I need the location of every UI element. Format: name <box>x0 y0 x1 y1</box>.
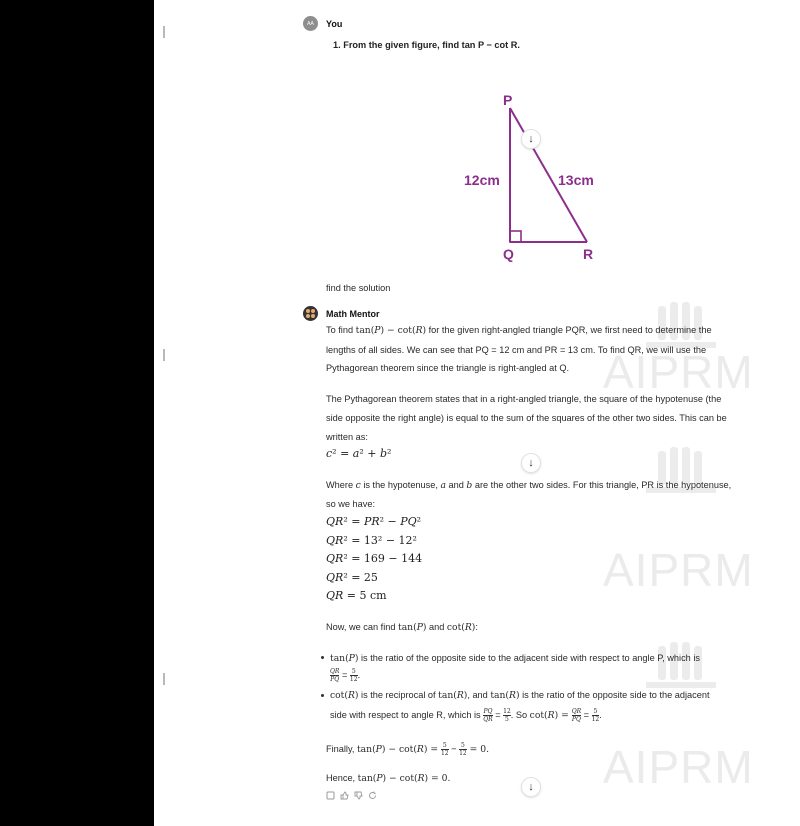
scroll-marker <box>163 673 165 685</box>
answer-line: Finally, tan(P) − cot(R) = $\frac{5}{12}$ − $\frac{5}{12}$ = 0. <box>326 742 490 757</box>
answer-line: Pythagorean theorem since the triangle is right-angled at Q. <box>326 363 570 373</box>
answer-line: The Pythagorean theorem states that in a right-angled triangle, the square of the hypotenuse (the <box>326 394 722 404</box>
equation: QR² = 25 <box>326 571 378 584</box>
left-sidebar <box>0 0 154 826</box>
answer-line: side with respect to angle R, which is $\frac{PQ}{QR}$ = $\frac{12}{5}$ . So cot(R) = $\frac{QR}{PQ}$ = $\frac{5}{12}$ . <box>330 708 602 723</box>
user-name: You <box>326 19 343 29</box>
vertex-label-p: P <box>503 92 513 108</box>
regenerate-icon[interactable] <box>368 791 377 800</box>
assistant-name: Math Mentor <box>326 309 380 319</box>
equation: QR² = 13² − 12² <box>326 534 417 547</box>
triangle-figure <box>450 88 620 266</box>
bullet <box>321 694 324 697</box>
scroll-marker <box>163 349 165 361</box>
side-label-pr: 13cm <box>558 172 594 188</box>
scroll-down-button[interactable]: ↓ <box>521 453 541 473</box>
equation: c² = a² + b² <box>326 447 392 460</box>
scroll-marker <box>163 26 165 38</box>
copy-icon[interactable] <box>326 791 335 800</box>
answer-line: written as: <box>326 432 368 442</box>
answer-line: Now, we can find tan(P) and cot(R): <box>326 622 478 633</box>
watermark: AIPRM <box>603 741 754 793</box>
answer-line: To find tan(P) − cot(R) for the given right-angled triangle PQR, we first need to determine the <box>326 325 712 336</box>
answer-line: Hence, tan(P) − cot(R) = 0. <box>326 773 451 784</box>
scroll-down-button[interactable]: ↓ <box>521 129 541 149</box>
watermark: AIPRM <box>603 544 754 596</box>
thumbs-up-icon[interactable] <box>340 791 349 800</box>
user-note: find the solution <box>326 283 391 293</box>
answer-line: so we have: <box>326 499 376 509</box>
assistant-avatar <box>303 306 318 321</box>
answer-line: $\frac{QR}{PQ}$ = $\frac{5}{12}$ . <box>330 668 361 683</box>
answer-line: side opposite the right angle) is equal to the sum of the squares of the other two sides. This can be <box>326 413 727 423</box>
answer-line: cot(R) is the reciprocal of tan(R), and tan(R) is the ratio of the opposite side to the adjacent <box>330 690 710 701</box>
vertex-label-q: Q <box>503 246 514 262</box>
answer-line: lengths of all sides. We can see that PQ = 12 cm and PR = 13 cm. To find QR, we will use the <box>326 345 707 355</box>
user-avatar: AA <box>303 16 318 31</box>
side-label-pq: 12cm <box>464 172 500 188</box>
question-text: 1. From the given figure, find tan P − cot R. <box>333 40 520 50</box>
thumbs-down-icon[interactable] <box>354 791 363 800</box>
equation: QR² = 169 − 144 <box>326 552 423 565</box>
watermark: AIPRM <box>603 346 754 398</box>
vertex-label-r: R <box>583 246 594 262</box>
equation: QR = 5 cm <box>326 589 387 602</box>
scroll-down-button[interactable]: ↓ <box>521 777 541 797</box>
bullet <box>321 656 324 659</box>
answer-line: tan(P) is the ratio of the opposite side to the adjacent side with respect to angle P, which is <box>330 653 700 664</box>
equation: QR² = PR² − PQ² <box>326 515 422 528</box>
answer-line: Where c is the hypotenuse, a and b are the other two sides. For this triangle, PR is the hypotenuse, <box>326 480 732 491</box>
message-actions <box>326 791 377 800</box>
